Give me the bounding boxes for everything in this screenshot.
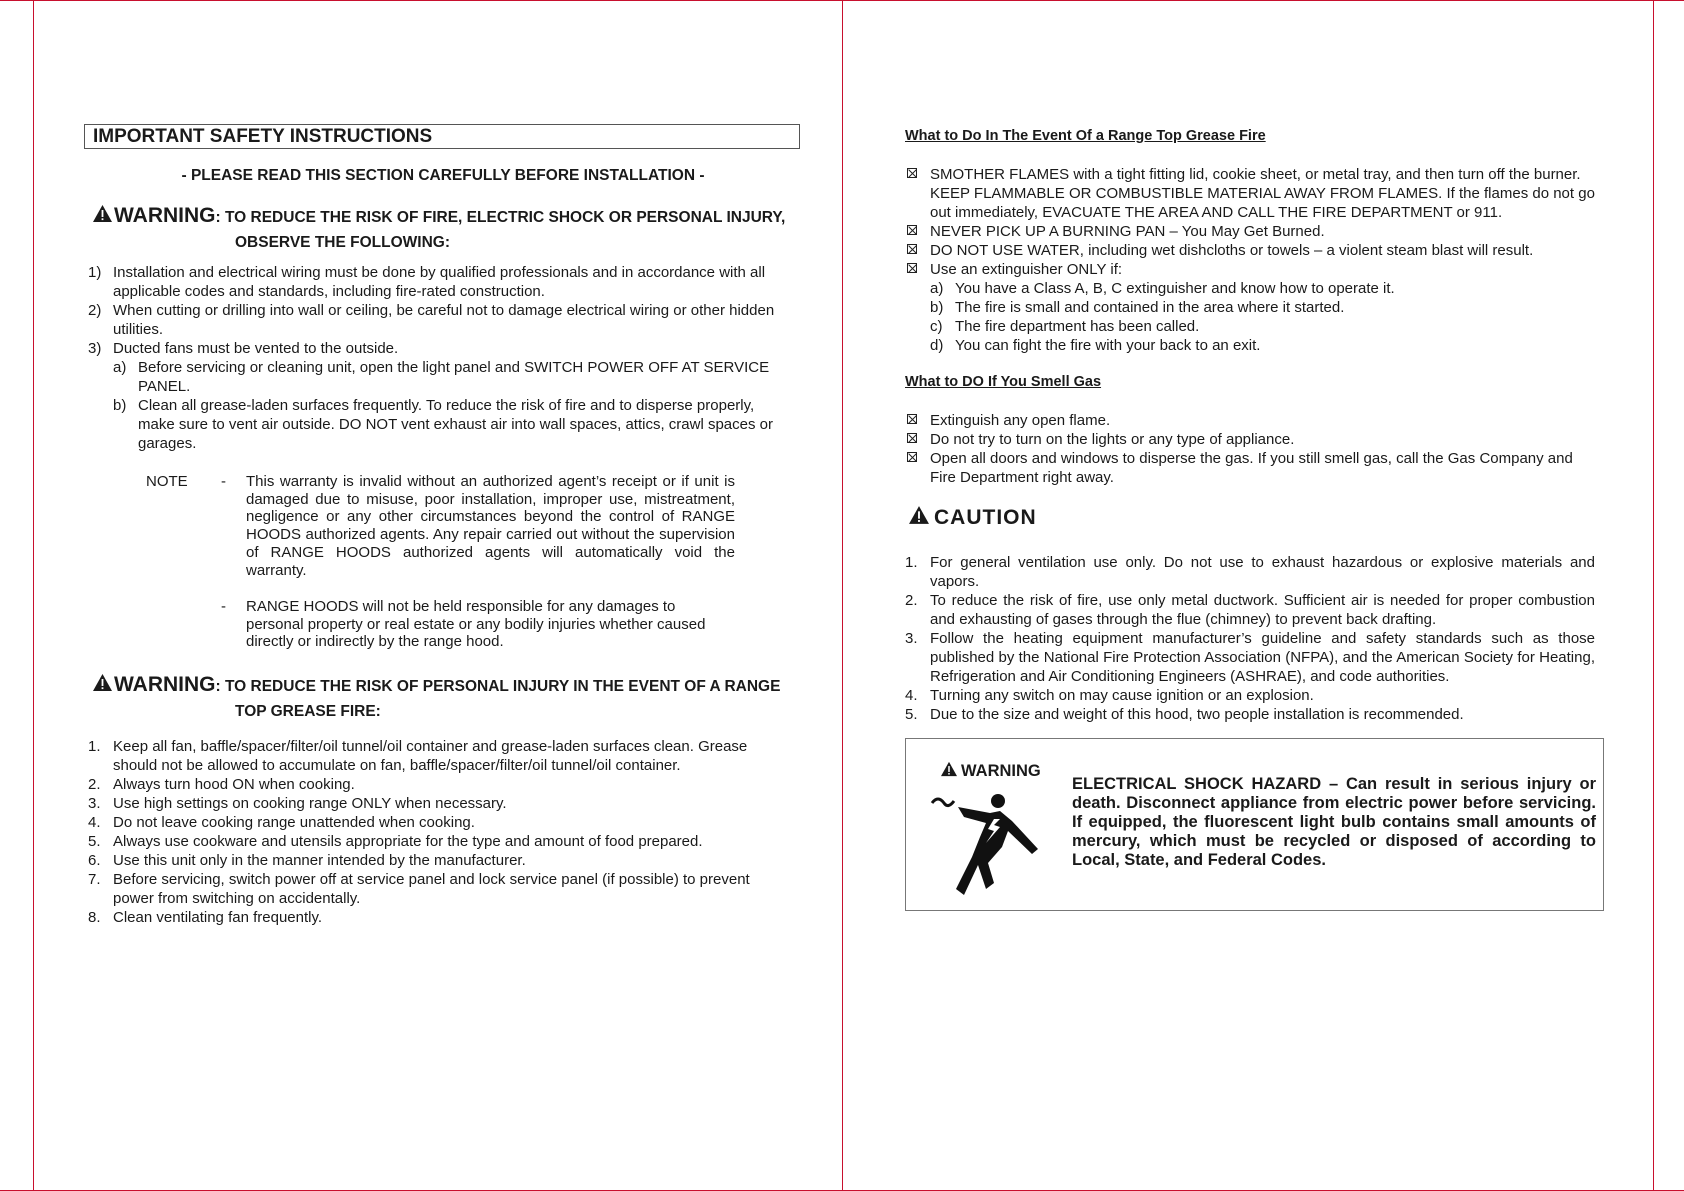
list-text: You have a Class A, B, C extinguisher and know how to operate it. xyxy=(955,280,1395,297)
list-item xyxy=(905,165,1595,222)
caution-heading xyxy=(908,505,1037,531)
electrical-shock-warning-box xyxy=(905,738,1604,911)
list-text: Ducted fans must be vented to the outside. xyxy=(113,340,399,357)
list-number: 4. xyxy=(88,814,101,831)
list-text: Clean all grease-laden surfaces frequently. To reduce the risk of fire and to disperse properly, make sure to vent air outside. DO NOT vent exhaust air into wall spaces, attics, crawl spaces or garages. xyxy=(138,397,773,452)
list-number: 8. xyxy=(88,909,101,926)
list-number: a) xyxy=(930,280,944,297)
list-number: d) xyxy=(930,337,944,354)
list-item xyxy=(88,851,778,870)
list-item xyxy=(905,260,1595,279)
list-item xyxy=(905,411,1595,430)
list-text: Always turn hood ON when cooking. xyxy=(113,776,355,793)
checkbox-x-icon xyxy=(907,414,917,424)
list-item xyxy=(88,358,798,396)
installation-list xyxy=(88,263,798,453)
list-number: a) xyxy=(113,359,127,376)
smell-gas-heading: What to DO If You Smell Gas xyxy=(905,374,1102,390)
grease-fire-actions xyxy=(905,165,1595,355)
list-item xyxy=(88,832,778,851)
list-text: Use high settings on cooking range ONLY when necessary. xyxy=(113,795,507,812)
note-dash: - xyxy=(221,598,226,615)
list-text: Turning any switch on may cause ignition or an explosion. xyxy=(930,687,1314,704)
list-item xyxy=(905,222,1595,241)
list-item xyxy=(905,317,1595,336)
list-text: When cutting or drilling into wall or ceiling, be careful not to damage electrical wiring or other hidden utilities. xyxy=(113,302,775,338)
list-text: Always use cookware and utensils appropriate for the type and amount of food prepared. xyxy=(113,833,703,850)
checkbox-x-icon xyxy=(907,225,917,235)
electric-shock-icon xyxy=(928,791,1040,900)
list-text: Follow the heating equipment manufacturer’s guideline and safety standards such as those published by the National Fire Protection Association (NFPA), and the American Society for Heating, Refrigeration and Air Conditioning Engineers (ASHRAE), and code authorities. xyxy=(930,630,1595,685)
list-number: 1) xyxy=(88,264,102,281)
list-number: 6. xyxy=(88,852,101,869)
warning-label: WARNING xyxy=(114,673,216,696)
checkbox-x-icon xyxy=(907,263,917,273)
page-border-top xyxy=(0,0,1684,1)
list-text: For general ventilation use only. Do not use to exhaust hazardous or explosive materials and vapors. xyxy=(930,554,1595,590)
warning-heading-1 xyxy=(92,204,792,255)
list-item xyxy=(905,629,1595,686)
section-title: IMPORTANT SAFETY INSTRUCTIONS xyxy=(84,124,800,149)
list-text: Installation and electrical wiring must be done by qualified professionals and in accordance with all applicable codes and standards, including fire-rated construction. xyxy=(113,264,766,300)
list-text: The fire is small and contained in the area where it started. xyxy=(955,299,1345,316)
list-text: Before servicing, switch power off at service panel and lock service panel (if possible) to prevent power from switching on accidentally. xyxy=(113,871,750,907)
list-item xyxy=(88,301,798,339)
list-number: 2) xyxy=(88,302,102,319)
list-item xyxy=(905,279,1595,298)
list-text: Do not try to turn on the lights or any type of appliance. xyxy=(930,431,1295,448)
list-item xyxy=(88,263,798,301)
section-subtitle: - PLEASE READ THIS SECTION CAREFULLY BEFORE INSTALLATION - xyxy=(181,167,705,184)
list-item xyxy=(905,591,1595,629)
list-item xyxy=(88,775,778,794)
list-text: Before servicing or cleaning unit, open the light panel and SWITCH POWER OFF AT SERVICE PANEL. xyxy=(138,359,770,395)
list-number: 3. xyxy=(905,630,918,647)
list-item xyxy=(905,336,1595,355)
warning-text-line1: : TO REDUCE THE RISK OF FIRE, ELECTRIC SHOCK OR PERSONAL INJURY, xyxy=(215,209,786,226)
list-number: 1. xyxy=(88,738,101,755)
electrical-shock-hazard-text: ELECTRICAL SHOCK HAZARD – Can result in serious injury or death. Disconnect appliance from electric power before servicing. If equipped, the fluorescent light bulb contains small amounts of mercury, which must be recycled or disposed of according to Local, State, and Federal Codes. xyxy=(1072,775,1596,869)
warning-triangle-icon xyxy=(908,505,930,531)
note-warranty-text: This warranty is invalid without an authorized agent’s receipt or if unit is damaged due to misuse, poor installation, improper use, mistreatment, negligence or any other circumstances beyond the control of RANGE HOODS authorized agents. Any repair carried out without the supervision of RANGE HOODS authorized agents will automatically void the warranty. xyxy=(246,473,735,579)
list-number: b) xyxy=(930,299,944,316)
list-text: Due to the size and weight of this hood, two people installation is recommended. xyxy=(930,706,1464,723)
page-divider xyxy=(842,0,843,1191)
list-item xyxy=(905,449,1595,487)
list-text: Use an extinguisher ONLY if: xyxy=(930,261,1123,278)
caution-label: CAUTION xyxy=(934,506,1037,529)
checkbox-x-icon xyxy=(907,244,917,254)
checkbox-x-icon xyxy=(907,168,917,178)
warning-label: WARNING xyxy=(114,204,216,227)
list-item xyxy=(905,241,1595,260)
warning-triangle-icon xyxy=(92,204,113,231)
note-label: NOTE xyxy=(146,473,188,490)
list-item xyxy=(905,298,1595,317)
list-text: NEVER PICK UP A BURNING PAN – You May Get Burned. xyxy=(930,223,1325,240)
page-border-right xyxy=(1653,0,1654,1191)
list-item xyxy=(905,430,1595,449)
warning-text-line1: : TO REDUCE THE RISK OF PERSONAL INJURY IN THE EVENT OF A RANGE xyxy=(215,678,781,695)
list-text: You can fight the fire with your back to an exit. xyxy=(955,337,1261,354)
list-text: Extinguish any open flame. xyxy=(930,412,1111,429)
grease-fire-heading: What to Do In The Event Of a Range Top Grease Fire xyxy=(905,128,1266,144)
list-text: To reduce the risk of fire, use only metal ductwork. Sufficient air is needed for proper combustion and exhausting of gases through the flue (chimney) to prevent back drafting. xyxy=(930,592,1595,628)
list-number: 4. xyxy=(905,687,918,704)
list-text: Open all doors and windows to disperse the gas. If you still smell gas, call the Gas Company and Fire Department right away. xyxy=(930,450,1573,486)
list-text: The fire department has been called. xyxy=(955,318,1200,335)
list-item xyxy=(88,870,778,908)
list-number: 3. xyxy=(88,795,101,812)
warning-heading-2 xyxy=(92,673,792,724)
list-item xyxy=(88,339,798,358)
shock-warning-heading xyxy=(940,761,1041,782)
page-border-left xyxy=(33,0,34,1191)
warning-triangle-icon xyxy=(940,761,958,782)
list-number: 7. xyxy=(88,871,101,888)
list-text: Clean ventilating fan frequently. xyxy=(113,909,323,926)
grease-fire-list xyxy=(88,737,778,927)
note-dash: - xyxy=(221,473,226,490)
list-text: SMOTHER FLAMES with a tight fitting lid, cookie sheet, or metal tray, and then turn off the burner. KEEP FLAMMABLE OR COMBUSTIBLE MATERIAL AWAY FROM FLAMES. If the flames do not go out immediately, EVACUATE THE AREA AND CALL THE FIRE DEPARTMENT or 911. xyxy=(930,166,1595,221)
note-responsibility-text: RANGE HOODS will not be held responsible for any damages to personal property or real estate or any bodily injuries whether caused directly or indirectly by the range hood. xyxy=(246,598,706,651)
warning-text-line2: TOP GREASE FIRE: xyxy=(235,703,381,720)
list-text: DO NOT USE WATER, including wet dishcloths or towels – a violent steam blast will result. xyxy=(930,242,1534,259)
list-number: 5. xyxy=(905,706,918,723)
list-number: 3) xyxy=(88,340,102,357)
warning-triangle-icon xyxy=(92,673,113,700)
list-item xyxy=(88,908,778,927)
checkbox-x-icon xyxy=(907,433,917,443)
list-text: Use this unit only in the manner intended by the manufacturer. xyxy=(113,852,526,869)
smell-gas-actions xyxy=(905,411,1595,487)
warning-text-line2: OBSERVE THE FOLLOWING: xyxy=(235,234,450,251)
caution-list xyxy=(905,553,1595,724)
list-item xyxy=(88,813,778,832)
list-text: Keep all fan, baffle/spacer/filter/oil tunnel/oil container and grease-laden surfaces clean. Grease should not be allowed to accumulate on fan, baffle/spacer/filter/oil tunnel/oil container. xyxy=(113,738,748,774)
list-item xyxy=(88,794,778,813)
list-item xyxy=(905,553,1595,591)
list-item xyxy=(905,686,1595,705)
list-number: 1. xyxy=(905,554,918,571)
list-number: 2. xyxy=(905,592,918,609)
list-number: 2. xyxy=(88,776,101,793)
shock-warning-label: WARNING xyxy=(961,762,1041,780)
list-item xyxy=(88,396,798,453)
list-number: c) xyxy=(930,318,943,335)
list-item xyxy=(905,705,1595,724)
list-number: b) xyxy=(113,397,127,414)
list-number: 5. xyxy=(88,833,101,850)
checkbox-x-icon xyxy=(907,452,917,462)
list-text: Do not leave cooking range unattended when cooking. xyxy=(113,814,475,831)
list-item xyxy=(88,737,778,775)
